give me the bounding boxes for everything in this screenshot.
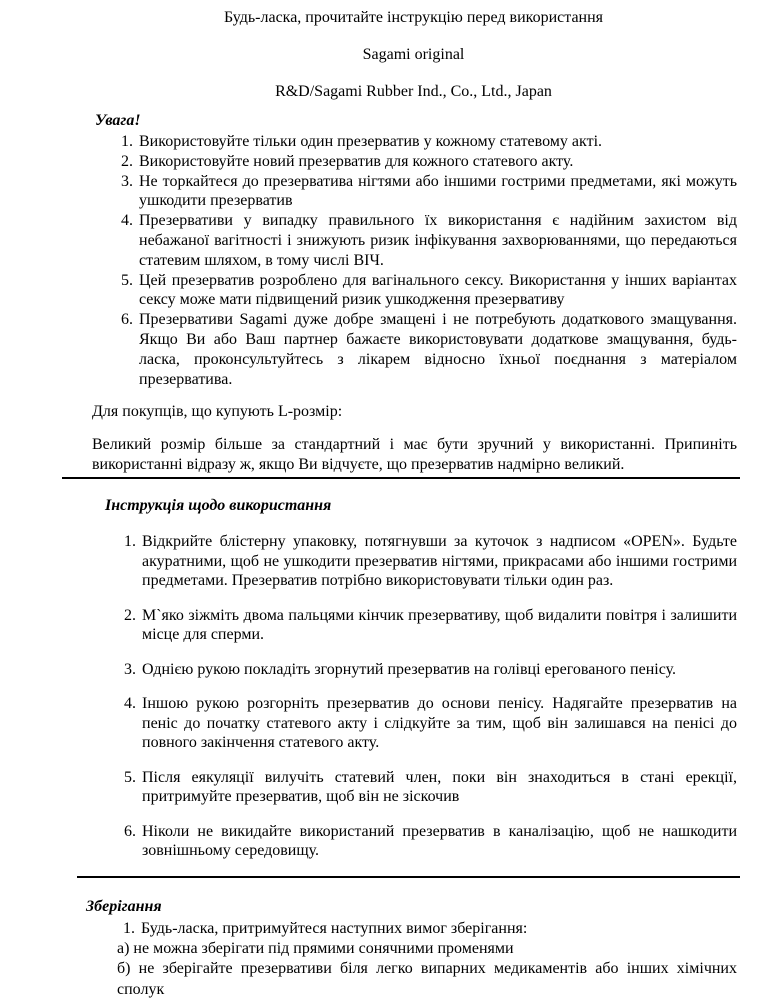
storage-subitem-b: б) не зберігайте презервативи біля легко випарних медикаментів або інших хімічних сполук xyxy=(117,960,737,998)
usage-item: 4. Іншою рукою розгорніть презерватив до основи пенісу. Надягайте презерватив на пеніс до початку статевого акту і слідкуйте за тим, щоб він залишався на пенісі до повного закінчення статевого акту. xyxy=(140,694,737,753)
brand-name: Sagami original xyxy=(362,46,465,63)
usage-list xyxy=(90,532,737,861)
usage-item: 5. Після еякуляції вилучіть статевий член, поки він знаходиться в стані ерекції, притримуйте презерватив, щоб він не зіскочив xyxy=(140,768,737,807)
usage-item: 3. Однією рукою покладіть згорнутий презерватив на голівці ерегованого пенісу. xyxy=(140,660,737,680)
warning-item: 5. Цей презерватив розроблено для вагінального сексу. Використання у інших варіантах сексу може мати підвищений ризик ушкодження презервативу xyxy=(137,271,737,311)
usage-item: 6. Ніколи не викидайте використаний презерватив в каналізацію, щоб не нашкодити зовнішньому середовищу. xyxy=(140,822,737,861)
warning-item: 4. Презервативи у випадку правильного їх використання є надійним захистом від небажаної вагітності і знижують ризик інфікування захворюваннями, що передаються статевим шляхом, в тому числі ВІЧ. xyxy=(137,211,737,270)
l-size-note: Великий розмір більше за стандартний і має бути зручний у використанні. Припиніть використанні відразу ж, якщо Ви відчуєте, що презерватив надмірно великий. xyxy=(92,435,737,473)
usage-item: 2. М`яко зіжміть двома пальцями кінчик презервативу, щоб видалити повітря і залишити місце для сперми. xyxy=(140,606,737,645)
usage-heading: Інструкція щодо використання xyxy=(105,497,332,515)
storage-list xyxy=(90,919,737,939)
section-divider xyxy=(62,477,740,479)
read-instruction-notice: Будь-ласка, прочитайте інструкцію перед використання xyxy=(223,9,604,26)
l-size-intro: Для покупців, що купують L-розмір: xyxy=(92,403,343,421)
storage-subitem-a: а) не можна зберігати під прямими сонячними променями xyxy=(117,939,514,957)
warning-heading: Увага! xyxy=(95,112,141,129)
document-header xyxy=(90,8,737,102)
warning-item: 1. Використовуйте тільки один презерватив у кожному статевому акті. xyxy=(137,132,737,152)
warning-item: 2. Використовуйте новий презерватив для кожного статевого акту. xyxy=(137,152,737,172)
warning-item: 3. Не торкайтеся до презерватива нігтями або іншими гострими предметами, які можуть ушкодити презерватив xyxy=(137,172,737,212)
storage-item: 1. Будь-ласка, притримуйтеся наступних вимог зберігання: xyxy=(139,919,737,939)
manufacturer-line: R&D/Sagami Rubber Ind., Co., Ltd., Japan xyxy=(275,83,552,100)
section-divider xyxy=(77,876,740,878)
warning-list xyxy=(90,132,737,389)
storage-heading: Зберігання xyxy=(86,897,162,915)
warning-item: 6. Презервативи Sagami дуже добре змащені і не потребують додаткового змащування. Якщо Ви або Ваш партнер бажаєте використовувати додаткове змащування, будь-ласка, проконсультуйтесь з лікарем відносно їхньої поєднання з матеріалом презерватива. xyxy=(137,310,737,389)
usage-item: 1. Відкрийте блістерну упаковку, потягнувши за куточок з надписом «OPEN». Будьте акуратними, щоб не ушкодити презерватив нігтями, прикрасами або іншими гострими предметами. Презерватив потрібно використовувати тільки один раз. xyxy=(140,532,737,591)
